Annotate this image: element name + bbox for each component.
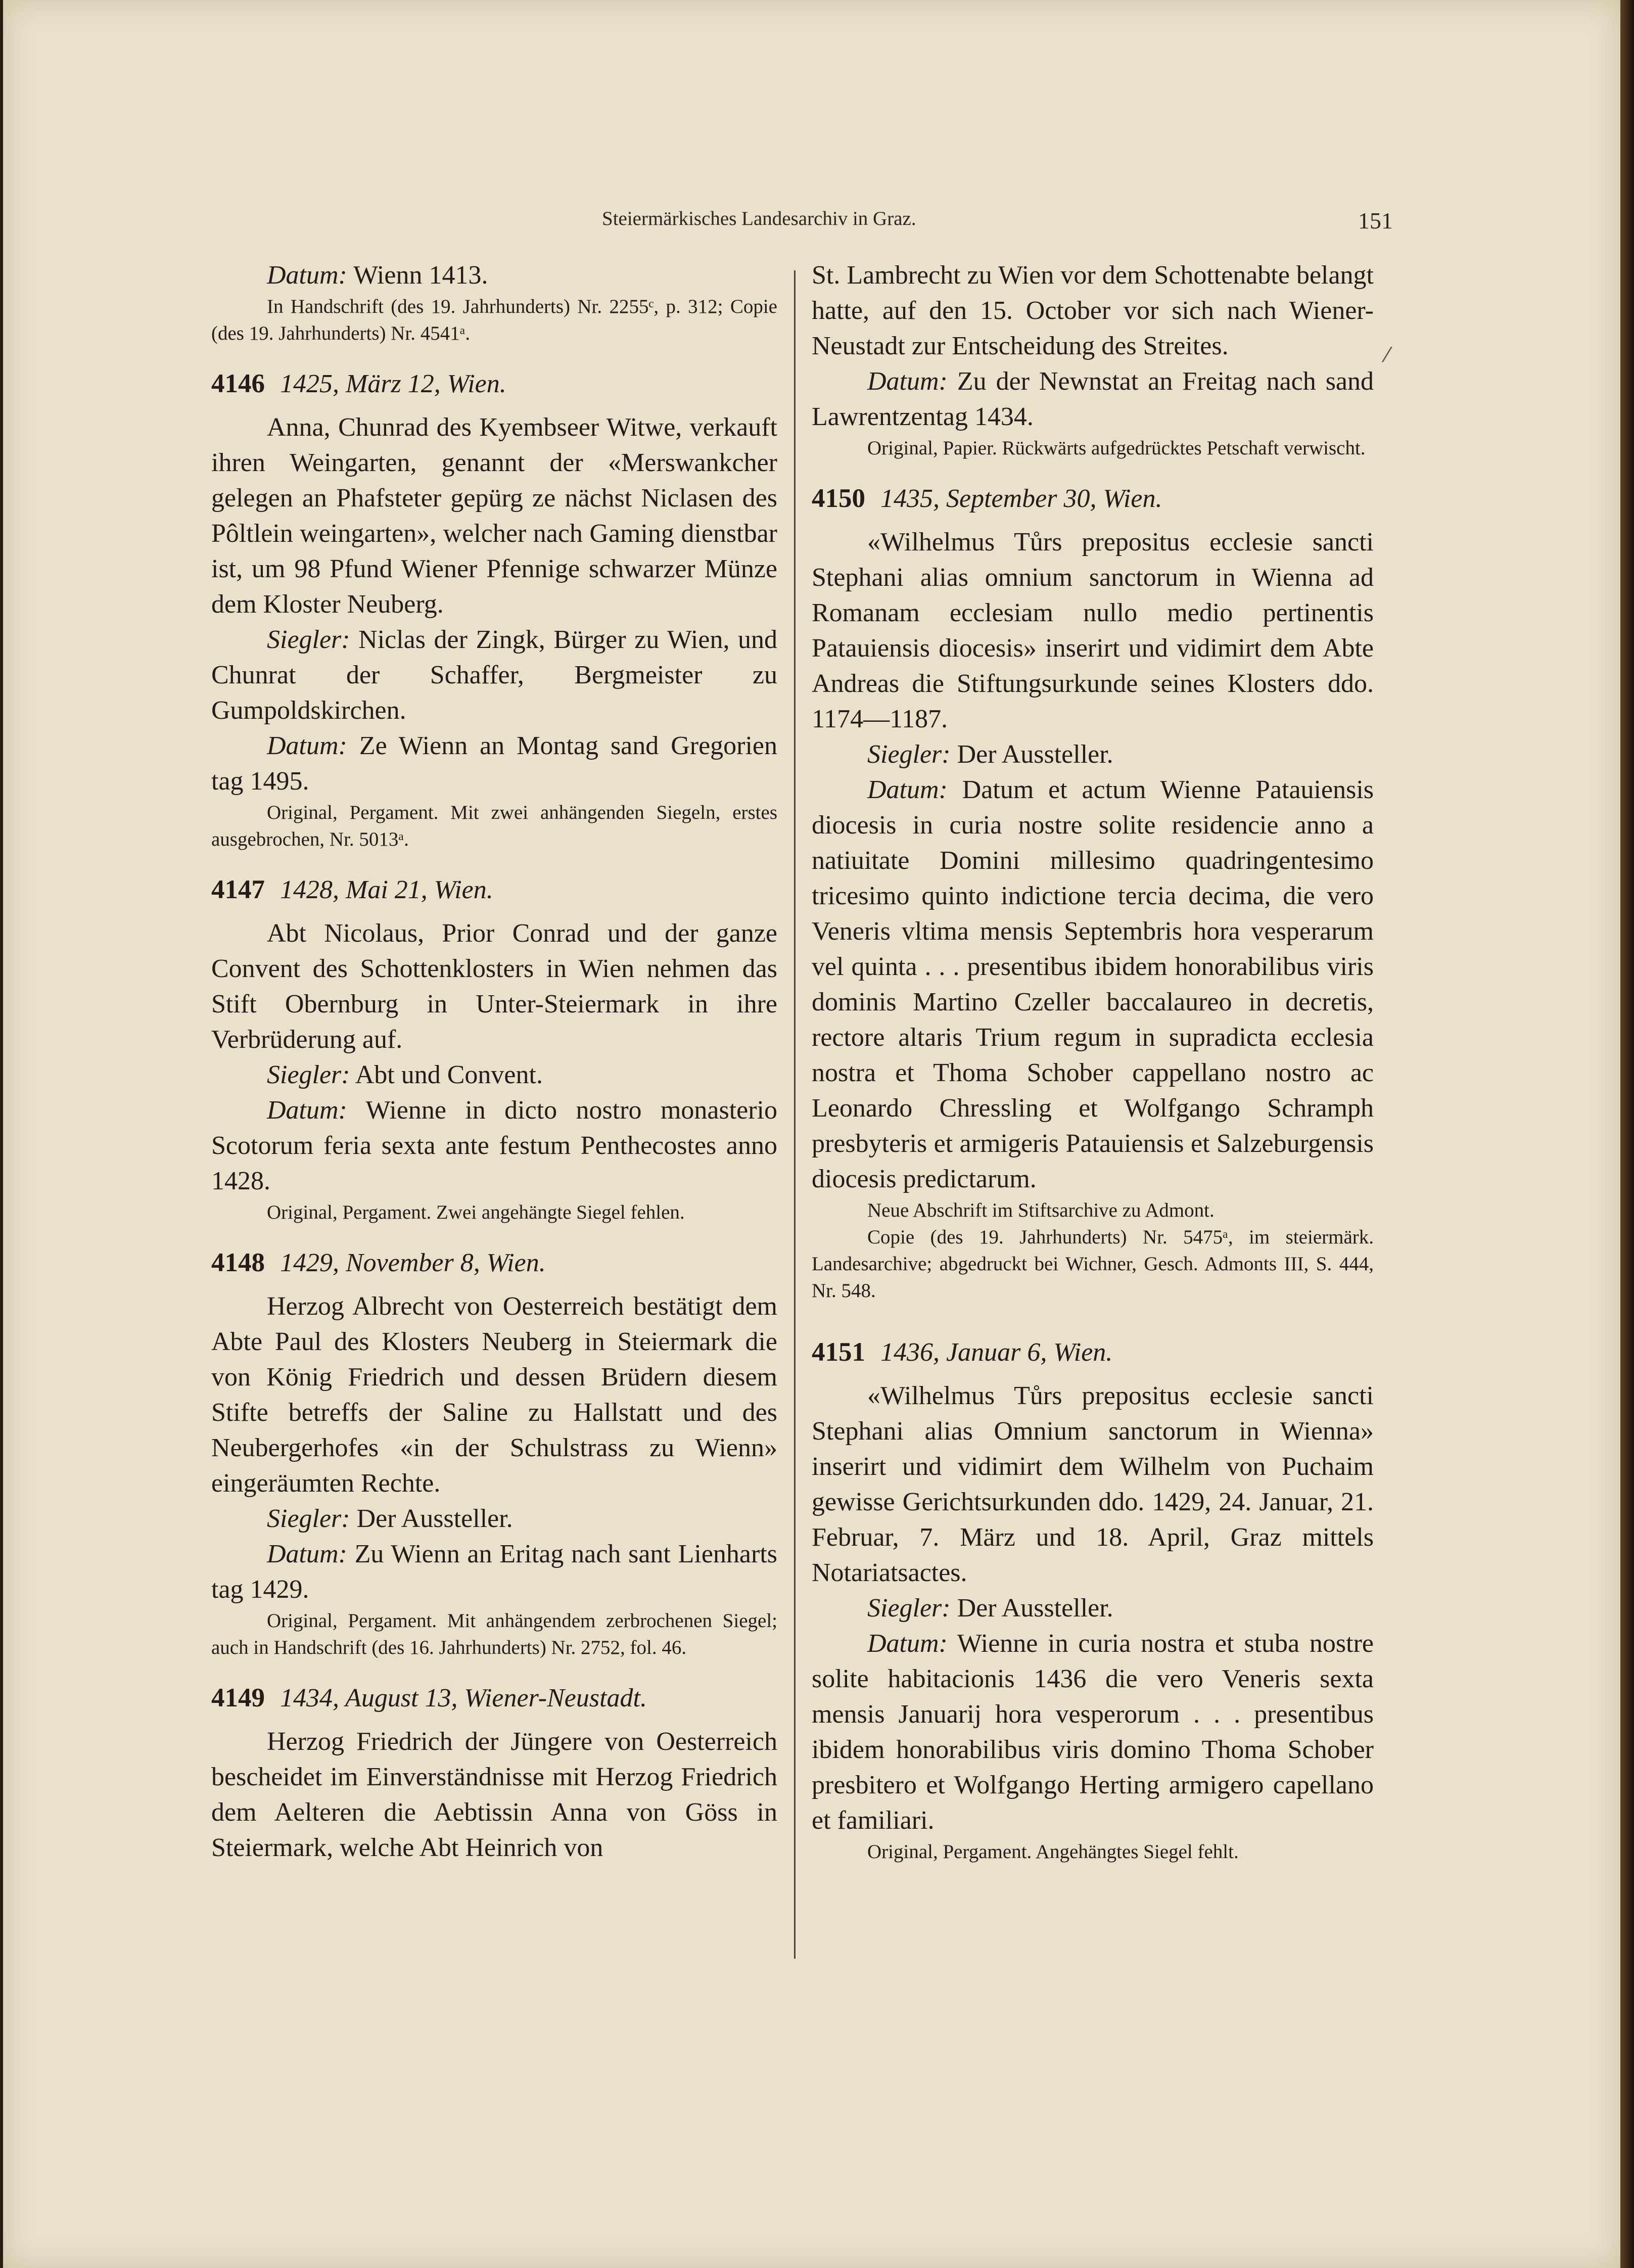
intro-datum: Datum: Wienn 1413. — [267, 261, 488, 290]
datum-4149: Datum: Zu der Newnstat an Freitag nach sand Lawrentzentag 1434. — [812, 367, 1374, 431]
note-4146: Original, Pergament. Mit zwei anhängenden Siegeln, erstes ausgebrochen, Nr. 5013ᵃ. — [211, 802, 777, 850]
siegler-4151: Siegler: Der Aussteller. — [867, 1594, 1113, 1623]
note-4148: Original, Pergament. Mit anhängendem zerbrochenen Siegel; auch in Handschrift (des 16. Jahrhunderts) Nr. 2752, fol. 46. — [211, 1610, 777, 1658]
note-4147: Original, Pergament. Zwei angehängte Siegel fehlen. — [267, 1201, 685, 1223]
datum-4151: Datum: Wienne in curia nostra et stuba nostre solite habitacionis 1436 die vero Veneris sexta mensis Januarij hora vesperorum . . . presentibus ibidem honorabilibus viris domino Thoma Schober presbitero et Wolfgango Herting armigero capellano et familiari. — [812, 1629, 1374, 1835]
siegler-4146: Siegler: Niclas der Zingk, Bürger zu Wien, und Chunrat der Schaffer, Bergmeister zu Gumpoldskirchen. — [211, 625, 777, 725]
datum-4150: Datum: Datum et actum Wienne Patauiensis diocesis in curia nostre solite residencie anno a natiuitate Domini millesimo quadringentesimo tricesimo quinto indictione tercia decima, die vero Veneris vltima mensis Septembris hora vesperarum vel quinta . . . presentibus ibidem honorabilibus viris dominis Martino Czeller baccalaureo in decretis, rectore altaris Trium regum in supradicta ecclesia nostra et Thoma Schober cappellano nostro ac Leonardo Chressling et Wolfgango Schramph presbyteris et armigeris Patauiensis et Salzeburgensis diocesis predictarum. — [812, 775, 1374, 1193]
entry-heading-4150: 4150 1435, September 30, Wien. — [812, 484, 1162, 513]
datum-4148: Datum: Zu Wienn an Eritag nach sant Lienharts tag 1429. — [211, 1540, 778, 1604]
siegler-4150: Siegler: Der Aussteller. — [867, 740, 1113, 769]
datum-4146: Datum: Ze Wienn an Montag sand Gregorien tag 1495. — [211, 731, 778, 796]
margin-mark: ⁄ — [1385, 344, 1389, 367]
entry-text-4148: Herzog Albrecht von Oesterreich bestätigt dem Abte Paul des Klosters Neuberg in Steiermark die von König Friedrich und dessen Brüdern diesem Stifte betreffs der Saline zu Hallstatt und des Neubergerhofes «in der Schulstrass zu Wienn» eingeräumten Rechte. — [211, 1292, 777, 1498]
note-4150-b: Copie (des 19. Jahrhunderts) Nr. 5475ᵃ, im steiermärk. Landesarchive; abgedruckt bei Wichner, Gesch. Admonts III, S. 444, Nr. 548. — [812, 1226, 1374, 1302]
entry-text-4149: Herzog Friedrich der Jüngere von Oesterreich bescheidet im Einverständnisse mit Herzog Friedrich dem Aelteren die Aebtissin Anna von Göss in Steiermark, welche Abt Heinrich von — [211, 1727, 777, 1862]
intro-note: In Handschrift (des 19. Jahrhunderts) Nr. 2255ᶜ, p. 312; Copie (des 19. Jahrhunderts) Nr. 4541ᵃ. — [211, 296, 777, 344]
entry-text-4151: «Wilhelmus Tůrs prepositus ecclesie sancti Stephani alias Omnium sanctorum in Wienna» inserirt und vidimirt dem Wilhelm von Puchaim gewisse Gerichtsurkunden ddo. 1429, 24. Januar, 21. Februar, 7. März und 18. April, Graz mittels Notariatsactes. — [812, 1381, 1374, 1587]
entry-heading-4146: 4146 1425, März 12, Wien. — [211, 369, 506, 398]
entry-heading-4151: 4151 1436, Januar 6, Wien. — [812, 1337, 1113, 1367]
note-4149: Original, Papier. Rückwärts aufgedrücktes Petschaft verwischt. — [867, 437, 1366, 459]
right-column — [812, 258, 1374, 1865]
page-edge — [1620, 0, 1634, 2268]
entry-heading-4148: 4148 1429, November 8, Wien. — [211, 1248, 546, 1277]
datum-4147: Datum: Wienne in dicto nostro monasterio Scotorum feria sexta ante festum Penthecostes anno 1428. — [211, 1096, 778, 1195]
page — [3, 0, 1620, 2268]
left-column — [211, 258, 777, 1866]
siegler-4147: Siegler: Abt und Convent. — [267, 1060, 543, 1089]
entry-text-4149-continued: St. Lambrecht zu Wien vor dem Schottenabte belangt hatte, auf den 15. October vor sich nach Wiener-Neustadt zur Entscheidung des Streites. — [812, 261, 1374, 360]
entry-text-4146: Anna, Chunrad des Kyembseer Witwe, verkauft ihren Weingarten, genannt der «Merswankcher gelegen an Phafsteter gepürg ze nächst Niclasen des Pôltlein weingarten», welcher nach Gaming dienstbar ist, um 98 Pfund Wiener Pfennige schwarzer Münze dem Kloster Neuberg. — [211, 413, 777, 619]
page-number: 151 — [1358, 208, 1393, 234]
column-divider — [794, 270, 796, 1959]
entry-text-4147: Abt Nicolaus, Prior Conrad und der ganze Convent des Schottenklosters in Wien nehmen das Stift Obernburg in Unter-Steiermark in ihre Verbrüderung auf. — [211, 919, 777, 1054]
entry-heading-4147: 4147 1428, Mai 21, Wien. — [211, 875, 493, 904]
note-4151: Original, Pergament. Angehängtes Siegel fehlt. — [867, 1841, 1239, 1863]
running-head-title: Steiermärkisches Landesarchiv in Graz. — [602, 208, 916, 229]
entry-text-4150: «Wilhelmus Tůrs prepositus ecclesie sancti Stephani alias omnium sanctorum in Wienna ad Romanam ecclesiam nullo medio pertinentis Patauiensis diocesis» inserirt und vidimirt dem Abte Andreas die Stiftungsurkunde seines Klosters ddo. 1174—1187. — [812, 528, 1374, 733]
siegler-4148: Siegler: Der Aussteller. — [267, 1504, 513, 1533]
note-4150-a: Neue Abschrift im Stiftsarchive zu Admont. — [867, 1199, 1215, 1221]
entry-heading-4149: 4149 1434, August 13, Wiener-Neustadt. — [211, 1683, 647, 1712]
